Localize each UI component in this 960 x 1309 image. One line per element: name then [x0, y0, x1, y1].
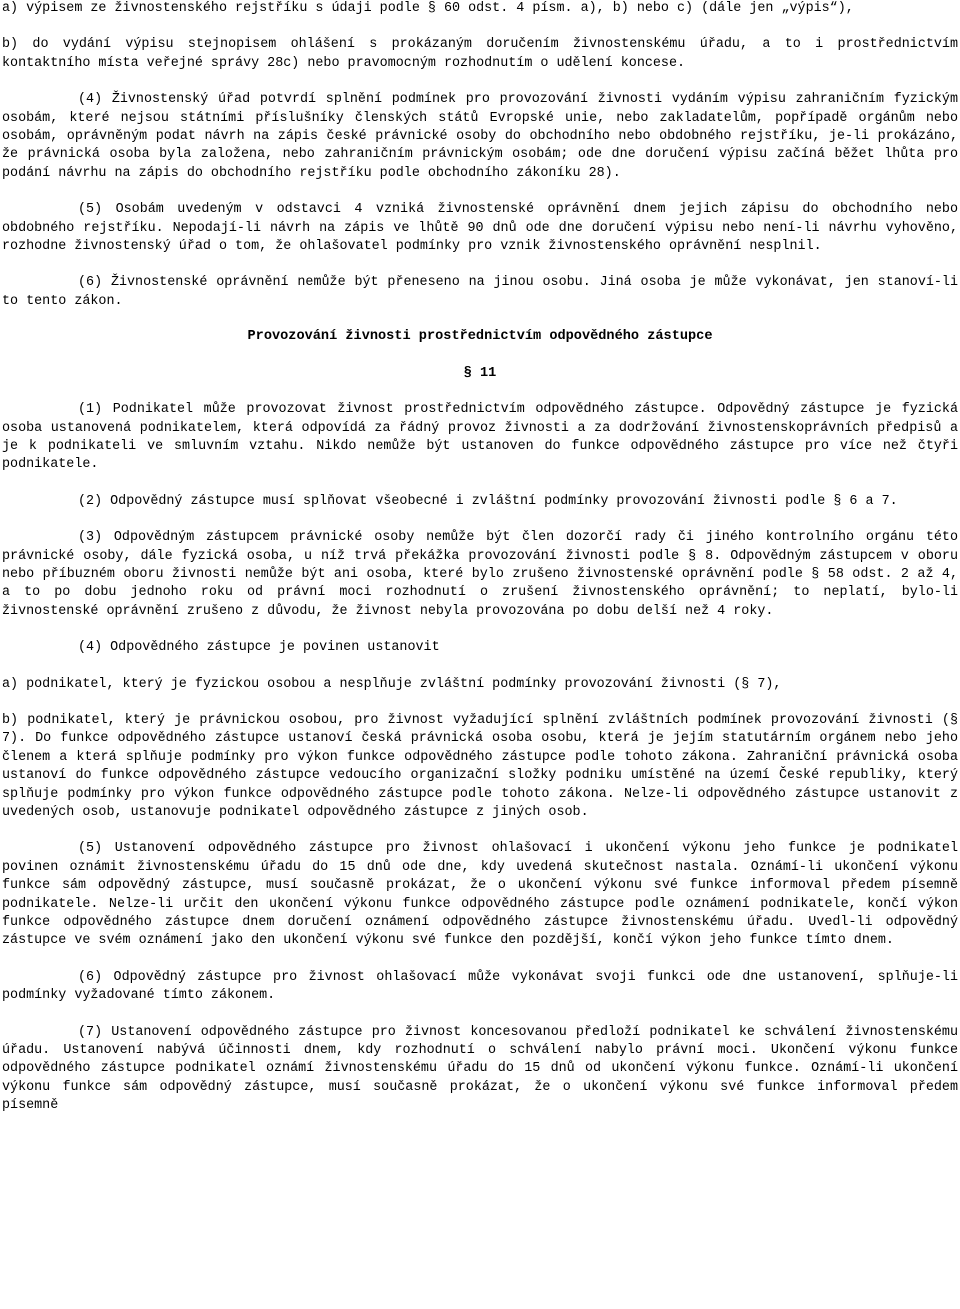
section-11-paragraph-7: (7) Ustanovení odpovědného zástupce pro živnost koncesovanou předloží podnikatel ke schválení živnostenskému úřadu. Ustanovení nabývá účinnosti dnem, kdy rozhodnutí o schválení nabylo právní moci. Ukončení výkonu funkce odpovědného zástupce podnikatel oznámí živnostenskému úřadu do 15 dnů od ukončení výkonu funkce. Oznámí-li ukončení výkonu funkce sám odpovědný zástupce, musí současně prokázat, že o ukončení výkonu své funkce informoval předem písemně	[2, 1024, 958, 1114]
section-heading: Provozování živnosti prostřednictvím odpovědného zástupce	[247, 329, 713, 345]
section-11-item-b: b) podnikatel, který je právnickou osobou, pro živnost vyžadující splnění zvláštních podmínek provozování živnosti (§ 7). Do funkce odpovědného zástupce ustanoví česká právnická osoba osobu, která je jejím statutárním orgánem nebo jeho členem a která splňuje podmínky pro výkon funkce odpovědného zástupce podle tohoto zákona. Zahraniční právnická osoba ustanoví do funkce odpovědného zástupce vedoucího organizační složky podniku umístěné na území České republiky, který splňuje podmínky pro výkon funkce odpovědného zástupce podle tohoto zákona. Nelze-li odpovědného zástupce ustanovit z uvedených osob, ustanovuje podnikatel odpovědného zástupce z jiných osob.	[2, 712, 958, 820]
list-item-a: a) výpisem ze živnostenského rejstříku s údaji podle § 60 odst. 4 písm. a), b) nebo c) (dále jen „výpis“),	[2, 1, 854, 16]
section-11-paragraph-1: (1) Podnikatel může provozovat živnost prostřednictvím odpovědného zástupce. Odpovědný zástupce je fyzická osoba ustanovená podnikatelem, která odpovídá za řádný provoz živnosti a za dodržování živnostenskoprávních předpisů a je k podnikateli ve smluvním vztahu. Nikdo nemůže být ustanoven do funkce odpovědného zástupce pro více než čtyři podnikatele.	[2, 402, 958, 473]
list-item-b: b) do vydání výpisu stejnopisem ohlášení s prokázaným doručením živnostenskému úřadu, a to i prostřednictvím kontaktního místa veřejné správy 28c) nebo pravomocným rozhodnutím o udělení koncese.	[2, 37, 958, 71]
paragraph-4: (4) Živnostenský úřad potvrdí splnění podmínek pro provozování živnosti vydáním výpisu zahraničním fyzickým osobám, které nejsou státními příslušníky členských států Evropské unie, nebo zakladatelům, popřípadě orgánům nebo osobám, oprávněným podat návrh na zápis české právnické osoby do obchodního nebo obdobného rejstříku, je-li prokázáno, že právnická osoba byla založena, nebo zahraničním právnickým osobám; ode dne doručení výpisu začíná běžet lhůta pro podání návrhu na zápis do obchodního rejstříku podle obchodního zákoníku 28).	[2, 92, 958, 181]
section-11-paragraph-2: (2) Odpovědný zástupce musí splňovat všeobecné i zvláštní podmínky provozování živnosti podle § 6 a 7.	[78, 493, 898, 509]
section-11-paragraph-3: (3) Odpovědným zástupcem právnické osoby nemůže být člen dozorčí rady či jiného kontrolního orgánu této právnické osoby, dále fyzická osoba, u níž trvá překážka provozování živnosti podle § 8. Odpovědným zástupcem v oboru nebo příbuzném oboru živnosti nemůže být ani osoba, které bylo zrušeno živnostenské oprávnění podle § 58 odst. 2 až 4, a to po dobu jednoho roku od právní moci rozhodnutí o zrušení živnostenského oprávnění; to neplatí, bylo-li živnostenské oprávnění zrušeno z důvodu, že živnost nebyla provozována po dobu delší než 4 roky.	[2, 530, 958, 619]
section-11-paragraph-4: (4) Odpovědného zástupce je povinen ustanovit	[78, 640, 440, 656]
section-11-paragraph-5: (5) Ustanovení odpovědného zástupce pro živnost ohlašovací i ukončení výkonu jeho funkce je podnikatel povinen oznámit živnostenskému úřadu do 15 dnů ode dne, kdy uvedená skutečnost nastala. Oznámí-li ukončení výkonu funkce sám odpovědný zástupce, musí současně prokázat, že o ukončení výkonu své funkce informoval předem písemně podnikatele. Nelze-li určit den ukončení výkonu funkce odpovědného zástupce podle oznámení podnikatele, končí výkon funkce odpovědného zástupce dnem doručení oznámení odpovědného zástupce živnostenskému úřadu. Uvedl-li odpovědný zástupce ve svém oznámení jako den ukončení výkonu své funkce den pozdější, končí výkon jeho funkce tímto dnem.	[2, 841, 958, 949]
document-page	[2, 0, 958, 1116]
section-number: § 11	[463, 365, 497, 381]
section-11-paragraph-6: (6) Odpovědný zástupce pro živnost ohlašovací může vykonávat svoji funkci ode dne ustanovení, splňuje-li podmínky vyžadované tímto zákonem.	[2, 969, 958, 1004]
paragraph-6: (6) Živnostenské oprávnění nemůže být přeneseno na jinou osobu. Jiná osoba je může vykonávat, jen stanoví-li to tento zákon.	[2, 275, 958, 309]
paragraph-5: (5) Osobám uvedeným v odstavci 4 vzniká živnostenské oprávnění dnem jejich zápisu do obchodního nebo obdobného rejstříku. Nepodají-li návrh na zápis ve lhůtě 90 dnů ode dne doručení výpisu nebo není-li návrhu vyhověno, rozhodne živnostenský úřad o tom, že ohlašovatel podmínky pro vznik živnostenského oprávnění nesplnil.	[2, 202, 958, 255]
section-11-item-a: a) podnikatel, který je fyzickou osobou a nesplňuje zvláštní podmínky provozování živnosti (§ 7),	[2, 676, 782, 692]
